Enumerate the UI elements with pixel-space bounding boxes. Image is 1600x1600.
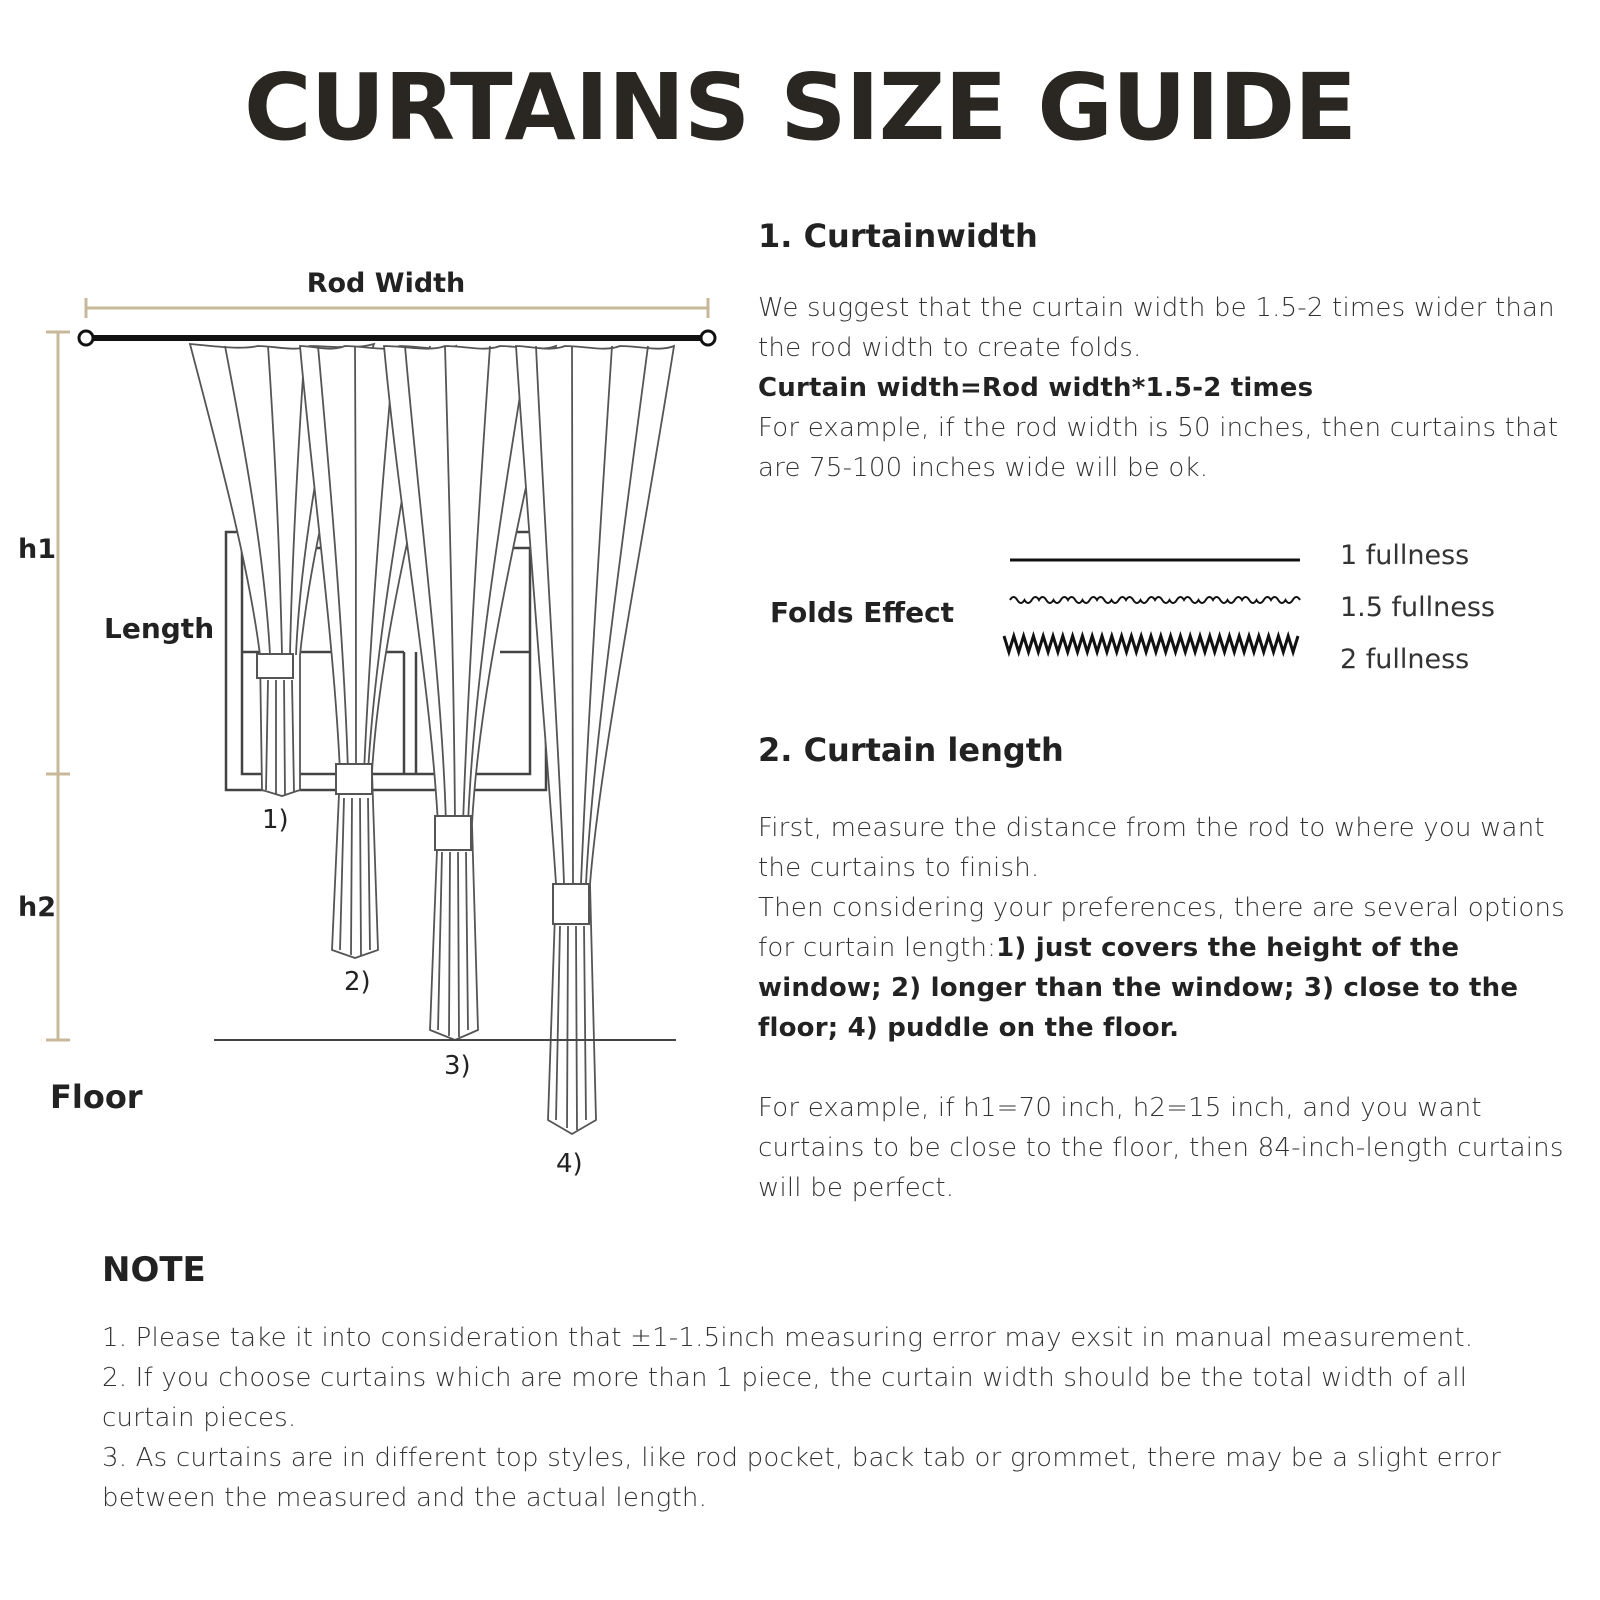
section-1-title: 1. Curtainwidth <box>758 217 1038 255</box>
fold-zigzag-line <box>1004 636 1298 652</box>
fold-name-2: 1.5 fullness <box>1340 592 1495 623</box>
section-1-formula: Curtain width=Rod width*1.5-2 times <box>758 373 1314 403</box>
section-2-title: 2. Curtain length <box>758 731 1064 769</box>
section-2-p1: First, measure the distance from the rod to where you want the curtains to finish. <box>758 813 1545 883</box>
tieback-1 <box>257 654 293 678</box>
tieback-3 <box>435 816 471 850</box>
fold-wavy-line <box>1010 597 1300 603</box>
curtain-diagram <box>0 190 720 1190</box>
h1-label: h1 <box>18 534 57 565</box>
note-item: 1. Please take it into consideration that ±1-1.5inch measuring error may exsit in manual measurement. <box>102 1323 1474 1353</box>
curtain-4 <box>516 346 674 1134</box>
tieback-2 <box>336 764 372 794</box>
note-list <box>102 1318 1562 1518</box>
h2-label: h2 <box>18 892 57 923</box>
section-1-example: For example, if the rod width is 50 inches, then curtains that are 75-100 inches wide will be ok. <box>758 413 1559 483</box>
length-label: Length <box>104 612 215 645</box>
section-2-p2: Then considering your preferences, there are several options for curtain length:1) just covers the height of the window; 2) longer than the window; 3) close to the floor; 4) puddle on the floor. <box>758 893 1565 1043</box>
floor-label: Floor <box>50 1078 143 1116</box>
note-item: 2. If you choose curtains which are more than 1 piece, the curtain width should be the total width of all curtain pieces. <box>102 1363 1468 1433</box>
option-label-4: 4) <box>556 1149 583 1179</box>
note-title: NOTE <box>102 1250 206 1290</box>
section-1-text <box>758 288 1588 488</box>
section-1-intro: We suggest that the curtain width be 1.5-2 times wider than the rod width to create folds. <box>758 293 1555 363</box>
option-label-2: 2) <box>344 967 371 997</box>
height-measure <box>46 332 70 1040</box>
folds-illustration <box>1000 538 1310 668</box>
note-item: 3. As curtains are in different top styles, like rod pocket, back tab or grommet, there may be a slight error between the measured and the actual length. <box>102 1443 1502 1513</box>
option-label-3: 3) <box>444 1051 471 1081</box>
rod-width-label: Rod Width <box>306 268 466 299</box>
fold-name-1: 1 fullness <box>1340 540 1470 571</box>
section-2-text <box>758 808 1588 1048</box>
page-title: CURTAINS SIZE GUIDE <box>244 54 1356 161</box>
section-2-example: For example, if h1=70 inch, h2=15 inch, and you want curtains to be close to the floor, then 84-inch-length curtains will be perfect. <box>758 1093 1564 1203</box>
folds-effect-label: Folds Effect <box>770 596 955 629</box>
fold-name-3: 2 fullness <box>1340 644 1470 675</box>
curtain-rod <box>79 331 715 345</box>
rod-width-measure <box>86 298 708 318</box>
option-label-1: 1) <box>262 805 289 835</box>
tieback-4 <box>553 884 589 924</box>
